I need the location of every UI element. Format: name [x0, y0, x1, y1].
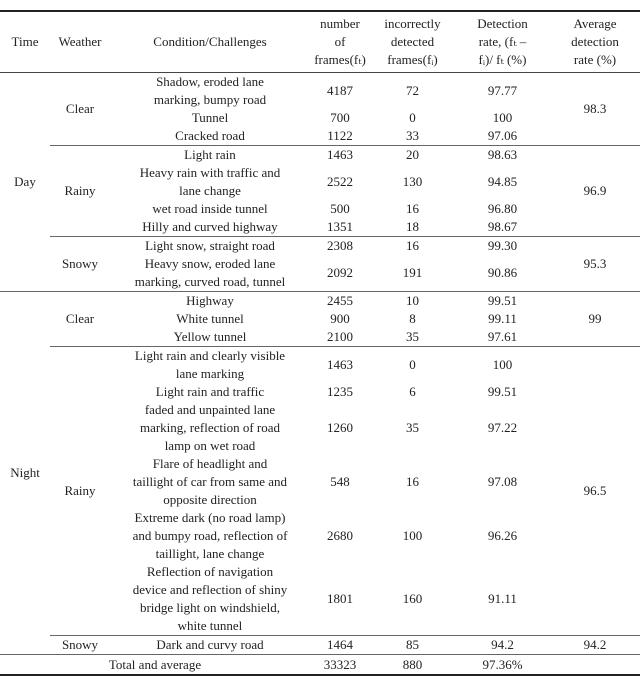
table-row — [0, 636, 640, 655]
frames-cell: 1463 — [310, 347, 370, 384]
rate-cell: 97.06 — [487, 128, 518, 143]
incorrect-cell: 191 — [402, 265, 423, 280]
condition-cell: Shadow, eroded lane marking, bumpy road — [153, 74, 267, 107]
average-cell: 94.2 — [550, 636, 640, 655]
rate-cell: 94.2 — [455, 636, 550, 655]
frames-cell: 548 — [330, 474, 350, 489]
frames-cell: 2522 — [327, 174, 353, 189]
incorrect-cell: 100 — [402, 528, 423, 543]
rate-cell: 96.26 — [487, 528, 518, 543]
frames-cell: 700 — [330, 110, 350, 125]
condition-cell: wet road inside tunnel — [152, 201, 268, 216]
rate-cell: 96.80 — [487, 201, 518, 216]
header-row — [0, 11, 640, 73]
weather-cell: Clear — [65, 101, 95, 116]
rate-cell: 98.67 — [487, 219, 518, 234]
frames-cell: 1260 — [327, 420, 353, 435]
incorrect-cell: 130 — [402, 174, 423, 189]
incorrect-cell: 6 — [409, 384, 416, 399]
incorrect-cell: 8 — [409, 311, 416, 326]
incorrect-cell: 85 — [370, 636, 455, 655]
rate-cell: 90.86 — [487, 265, 518, 280]
condition-cell: faded and unpainted lane marking, reflection of road lamp on wet road — [139, 402, 281, 453]
frames-cell: 900 — [330, 311, 350, 326]
incorrect-cell: 16 — [406, 201, 419, 216]
header-incorrect: incorrectly detected frames(fᵢ) — [370, 11, 455, 73]
incorrect-cell: 0 — [370, 347, 455, 384]
frames-cell: 500 — [330, 201, 350, 216]
frames-cell: 1351 — [327, 219, 353, 234]
incorrect-cell: 16 — [370, 237, 455, 256]
condition-cell: Light rain and clearly visible lane marking — [110, 347, 310, 384]
rate-cell: 99.11 — [488, 311, 517, 326]
weather-cell: Rainy — [50, 146, 110, 237]
table-row — [0, 146, 640, 165]
frames-cell: 1801 — [327, 591, 353, 606]
rate-cell: 99.51 — [487, 384, 518, 399]
average-cell: 96.5 — [550, 347, 640, 636]
frames-cell: 4187 — [327, 83, 353, 98]
condition-cell: Light snow, straight road — [110, 237, 310, 256]
frames-cell: 1235 — [327, 384, 353, 399]
rate-cell: 94.85 — [487, 174, 518, 189]
average-cell: 96.9 — [550, 146, 640, 237]
rate-cell: 97.61 — [487, 329, 518, 344]
average-cell: 95.3 — [550, 237, 640, 292]
average-cell: 98.3 — [583, 101, 607, 116]
frames-cell: 2100 — [327, 329, 353, 344]
header-weather: Weather — [50, 11, 110, 73]
incorrect-cell: 16 — [406, 474, 419, 489]
rate-cell: 98.63 — [455, 146, 550, 165]
frames-cell: 1464 — [310, 636, 370, 655]
incorrect-cell: 18 — [406, 219, 419, 234]
rate-cell: 97.77 — [487, 83, 518, 98]
frames-cell: 1463 — [310, 146, 370, 165]
incorrect-cell: 72 — [406, 83, 419, 98]
weather-cell: Snowy — [50, 237, 110, 292]
condition-cell: Tunnel — [191, 110, 229, 125]
condition-cell: Extreme dark (no road lamp) and bumpy road, reflection of taillight, lane change — [132, 510, 288, 561]
condition-cell: Light rain — [110, 146, 310, 165]
table-row — [0, 73, 640, 110]
total-label: Total and average — [0, 655, 310, 676]
frames-cell: 1122 — [327, 128, 353, 143]
condition-cell: Dark and curvy road — [110, 636, 310, 655]
frames-cell: 2308 — [310, 237, 370, 256]
total-rate: 97.36% — [455, 655, 550, 676]
weather-cell: Clear — [50, 292, 110, 347]
time-cell: Night — [0, 292, 50, 655]
total-row — [0, 655, 640, 676]
table-row — [0, 237, 640, 256]
rate-cell: 97.22 — [487, 420, 518, 435]
table-row — [0, 347, 640, 384]
total-frames: 33323 — [310, 655, 370, 676]
time-cell: Day — [14, 174, 36, 189]
weather-cell: Rainy — [50, 347, 110, 636]
header-condition: Condition/Challenges — [110, 11, 310, 73]
rate-cell: 97.08 — [487, 474, 518, 489]
frames-cell: 2680 — [327, 528, 353, 543]
condition-cell: Hilly and curved highway — [142, 219, 278, 234]
header-average: Average detection rate (%) — [550, 11, 640, 73]
total-incorrect: 880 — [370, 655, 455, 676]
table-row — [0, 292, 640, 311]
incorrect-cell: 35 — [406, 420, 419, 435]
condition-cell: Heavy rain with traffic and lane change — [139, 165, 281, 198]
frames-cell: 2092 — [327, 265, 353, 280]
condition-cell: Heavy snow, eroded lane marking, curved road, tunnel — [134, 256, 286, 289]
average-cell: 99 — [550, 292, 640, 347]
rate-cell: 91.11 — [488, 591, 517, 606]
weather-cell: Snowy — [50, 636, 110, 655]
condition-cell: Flare of headlight and taillight of car from same and opposite direction — [132, 456, 288, 507]
incorrect-cell: 160 — [402, 591, 423, 606]
condition-cell: Cracked road — [175, 128, 245, 143]
condition-cell: Highway — [110, 292, 310, 311]
header-time: Time — [0, 11, 50, 73]
condition-cell: Light rain and traffic — [155, 384, 265, 399]
incorrect-cell: 20 — [370, 146, 455, 165]
table-body — [0, 73, 640, 655]
rate-cell: 99.30 — [455, 237, 550, 256]
condition-cell: Reflection of navigation device and reflection of shiny bridge light on windshield, white tunnel — [132, 564, 288, 633]
rate-cell: 100 — [492, 110, 513, 125]
incorrect-cell: 33 — [406, 128, 419, 143]
condition-cell: White tunnel — [176, 311, 244, 326]
detection-results-table — [0, 10, 640, 676]
rate-cell: 100 — [455, 347, 550, 384]
rate-cell: 99.51 — [455, 292, 550, 311]
incorrect-cell: 0 — [409, 110, 416, 125]
condition-cell: Yellow tunnel — [173, 329, 247, 344]
header-frames: number of frames(fₜ) — [310, 11, 370, 73]
header-rate: Detection rate, (fₜ – fᵢ)/ fₜ (%) — [455, 11, 550, 73]
total-average — [550, 655, 640, 676]
incorrect-cell: 35 — [406, 329, 419, 344]
frames-cell: 2455 — [310, 292, 370, 311]
incorrect-cell: 10 — [370, 292, 455, 311]
